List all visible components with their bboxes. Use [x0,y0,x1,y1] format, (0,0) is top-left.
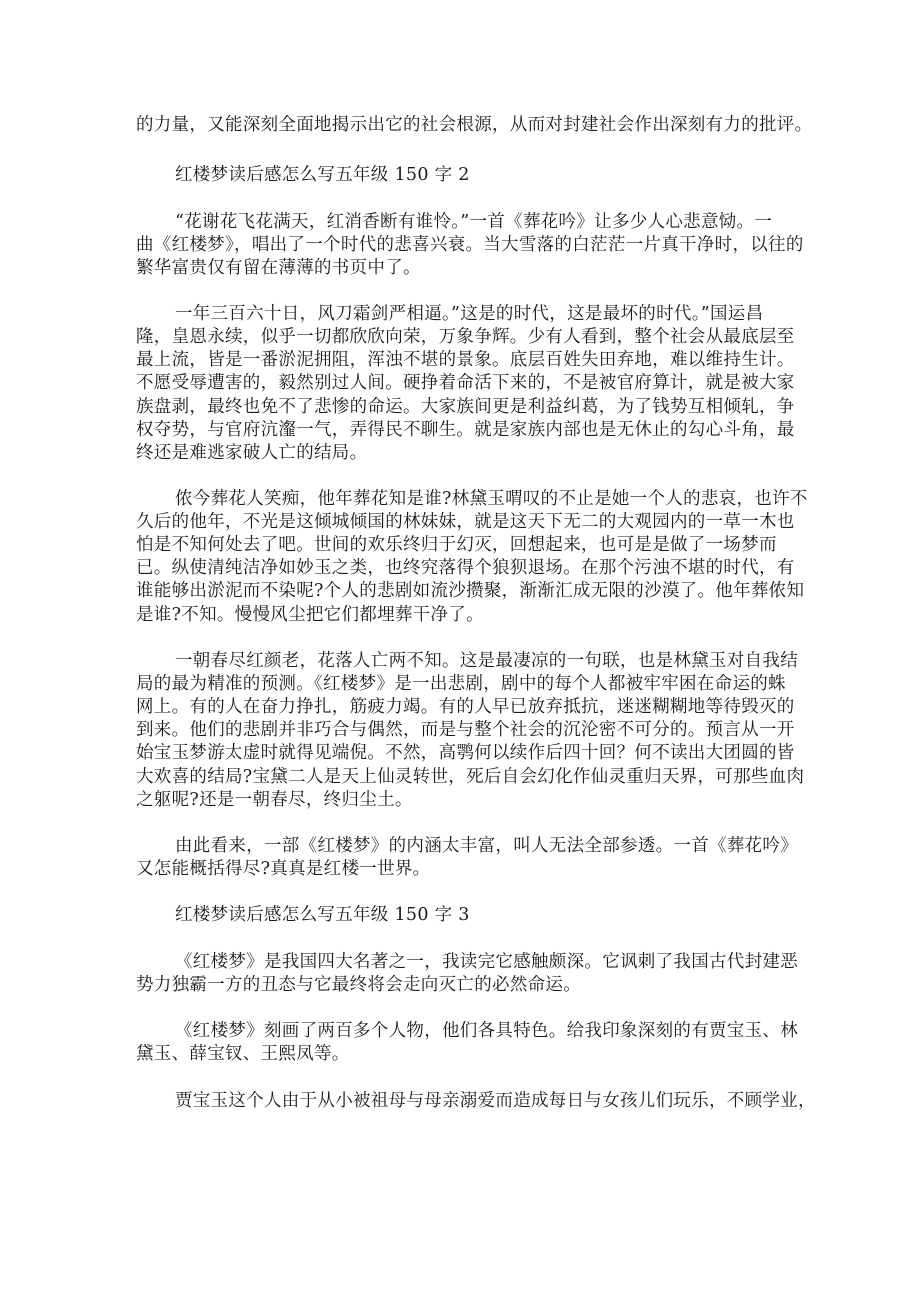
text-line: 局的最为精准的预测。《红楼梦》是一出悲剧，剧中的每个人都被牢牢困在命运的蛛 [136,674,786,694]
text-line: 大欢喜的结局?宝黛二人是天上仙灵转世，死后自会幻化作仙灵重归天界，可那些血肉 [136,767,805,787]
text-line: 终还是难逃家破人亡的结局。 [136,443,368,463]
section-heading: 红楼梦读后感怎么写五年级 150 字 2 [175,165,470,185]
text-line: 到来。他们的悲剧并非巧合与偶然，而是与整个社会的沉沦密不可分的。预言从一开 [136,720,795,740]
text-line: 又怎能概括得尽?真真是红楼一世界。 [136,859,431,879]
text-line: 贾宝玉这个人由于从小被祖母与母亲溺爱而造成每日与女孩儿们玩乐，不顾学业， [175,1091,816,1111]
text-line: 《红楼梦》是我国四大名著之一，我读完它感触颇深。它讽刺了我国古代封建恶 [175,952,798,972]
text-line: 族盘剥，最终也免不了悲惨的命运。大家族间更是利益纠葛，为了钱势互相倾轧，争 [136,397,795,417]
text-line: 黛玉、薛宝钗、王熙凤等。 [136,1044,350,1064]
text-line: 《红楼梦》刻画了两百多个人物，他们各具特色。给我印象深刻的有贾宝玉、林 [175,1021,798,1041]
text-line: 势力独霸一方的丑态与它最终将会走向灭亡的必然命运。 [136,975,581,995]
text-line: 一年三百六十日，风刀霜剑严相逼。”这是的时代，这是最坏的时代。”国运昌 [175,304,764,324]
text-line: 网上。有的人在奋力挣扎，筋疲力竭。有的人早已放弃抵抗，迷迷糊糊地等待毁灭的 [136,697,795,717]
text-line: 已。纵使清纯洁净如妙玉之类，也终究落得个狼狈退场。在那个污浊不堪的时代，有 [136,558,795,578]
text-line: 由此看来，一部《红楼梦》的内涵太丰富，叫人无法全部参透。一首《葬花吟》 [175,836,798,856]
text-line: 怕是不知何处去了吧。世间的欢乐终归于幻灭，回想起来，也可是是做了一场梦而 [136,535,777,555]
text-line: 曲《红楼梦》，唱出了一个时代的悲喜兴衰。当大雪落的白茫茫一片真干净时，以往的 [136,235,804,255]
text-line: “花谢花飞花满天，红消香断有谁怜。”一首《葬花吟》让多少人心悲意恸。一 [175,212,773,232]
text-line: 谁能够出淤泥而不染呢?个人的悲剧如流沙攒聚，渐渐汇成无限的沙漠了。他年葬侬知 [136,581,805,601]
text-line: 不愿受辱遭害的，毅然别过人间。硬挣着命活下来的，不是被官府算计，就是被大家 [136,373,795,393]
text-line: 侬今葬花人笑痴，他年葬花知是谁?林黛玉喟叹的不止是她一个人的悲哀，也许不 [175,489,808,509]
text-line: 的力量，又能深刻全面地揭示出它的社会根源，从而对封建社会作出深刻有力的批评。 [136,115,813,135]
text-line: 繁华富贵仅有留在薄薄的书页中了。 [136,258,421,278]
section-heading: 红楼梦读后感怎么写五年级 150 字 3 [175,905,470,925]
text-line: 权夺势，与官府沆瀣一气，弄得民不聊生。就是家族内部也是无休止的勾心斗角，最 [136,420,795,440]
text-line: 是谁?不知。慢慢风尘把它们都埋葬干净了。 [136,605,484,625]
text-line: 久后的他年，不光是这倾城倾国的林妹妹，就是这天下无二的大观园内的一草一木也 [136,512,795,532]
text-line: 一朝春尽红颜老，花落人亡两不知。这是最凄凉的一句联，也是林黛玉对自我结 [175,651,798,671]
text-line: 始宝玉梦游太虚时就得见端倪。不然，高鹗何以续作后四十回？何不读出大团圆的皆 [136,743,795,763]
text-line: 最上流，皆是一番淤泥拥阻，浑浊不堪的景象。底层百姓失田弃地，难以维持生计。 [136,350,795,370]
text-line: 隆，皇恩永续，似乎一切都欣欣向荣，万象争辉。少有人看到，整个社会从最底层至 [136,327,795,347]
text-line: 之躯呢?还是一朝春尽，终归尘土。 [136,790,413,810]
